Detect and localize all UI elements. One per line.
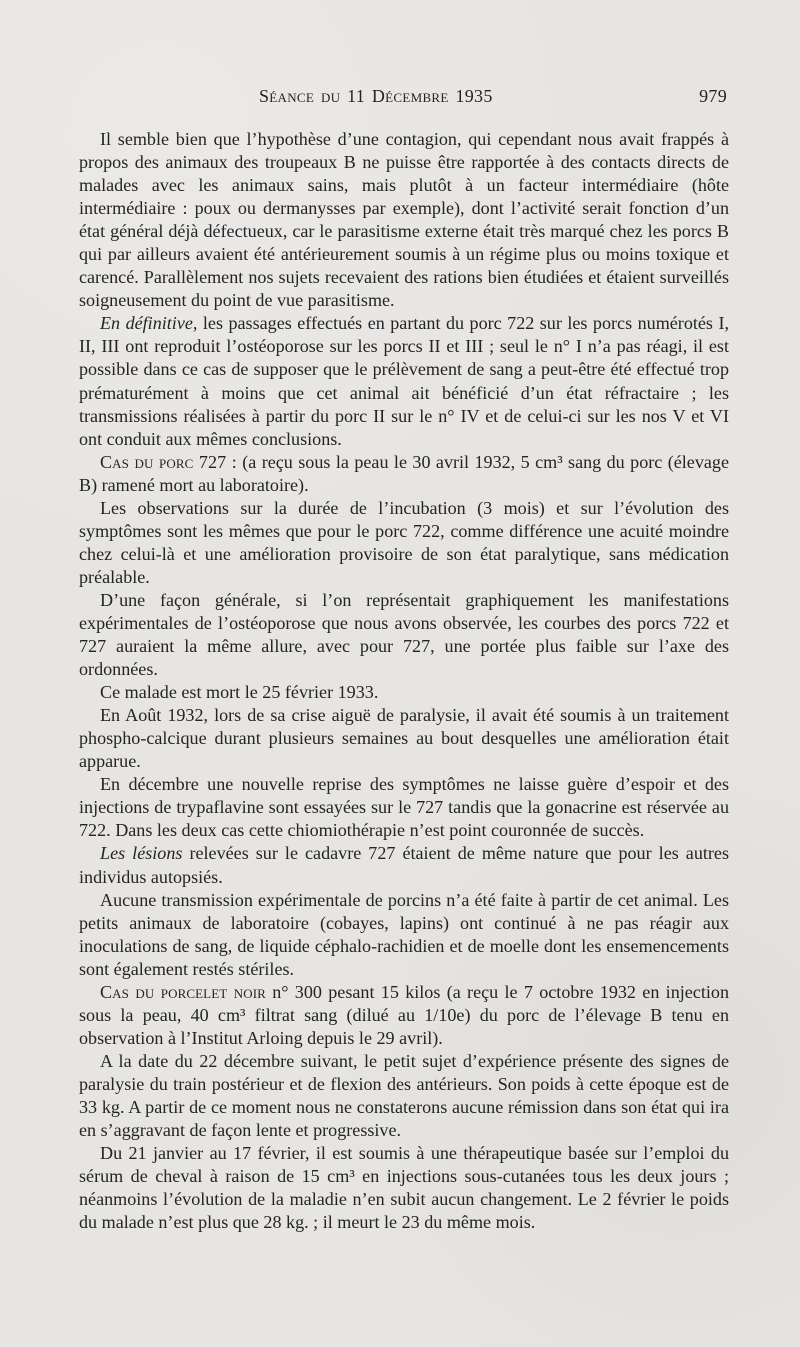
paragraph-paralysis-signs: A la date du 22 décembre suivant, le petit sujet d’expérience présente des signes de paralysie du train postérieur et de flexion des antérieurs. Son poids à cette époque est de 33 kg. A partir de ce moment nous ne constaterons aucune rémission dans son état qui ira en s’aggravant de façon lente et progressive.: [79, 1050, 729, 1141]
paragraph-graphical-manifestations: D’une façon générale, si l’on représentait graphiquement les manifestations expérimentales de l’ostéoporose que nous avons observée, les courbes des porcs 722 et 727 auraient la même allure, avec pour 727, une portée plus faible sur l’axe des ordonnées.: [79, 589, 729, 680]
paragraph-lesions: [79, 842, 729, 888]
paragraph-treatment-august: En Août 1932, lors de sa crise aiguë de paralysie, il avait été soumis à un traitement phospho-calcique durant plusieurs semaines au bout desquelles une amélioration était apparue.: [79, 705, 729, 772]
paragraph-december-relapse: En décembre une nouvelle reprise des symptômes ne laisse guère d’espoir et des injections de trypaflavine sont essayées sur le 727 tandis que la gonacrine est réservée au 722. Dans les deux cas cette chiomiothérapie n’est point couronnée de succès.: [79, 774, 729, 841]
paragraph-observations: Les observations sur la durée de l’incubation (3 mois) et sur l’évolution des symptômes sont les mêmes que pour le porc 722, comme différence une acuité moindre chez celui-là et une amélioration provisoire de son état paralytique, sans médication préalable.: [79, 497, 729, 587]
page-number: 979: [699, 86, 727, 106]
paragraph-case-porcelet-noir: [79, 981, 729, 1050]
paragraph-text: les passages effectués en partant du porc 722 sur les porcs numérotés I, II, III ont reproduit l’ostéoporose sur les porcs II et III ; seul le n° I n’a pas réagi, il est possible dans ce cas de supposer que le prélèvement de sang a peut-être été effectué trop prématurément à moins que cet animal ait bénéficié d’un état réfractaire ; les transmissions réalisées à partir du porc II sur le n° IV et de celui-ci sur les nos V et VI ont conduit aux mêmes conclusions.: [79, 313, 729, 449]
body-text: [79, 128, 729, 1234]
paragraph-case-porc-727: [79, 451, 729, 497]
paragraph-definitive-conclusion: [79, 312, 729, 450]
paragraph-italic-lead: Les lésions: [100, 843, 183, 864]
case-label-porcelet-noir: Cas du porcelet noir: [100, 981, 266, 1002]
running-header: [79, 86, 729, 114]
paragraph-text: : (a reçu sous la peau le 30 avril 1932, 5 cm³ sang du porc (élevage B) ramené mort au laboratoire).: [79, 451, 729, 495]
paragraph-italic-lead: En définitive,: [100, 313, 198, 334]
paragraph-death-date: Ce malade est mort le 25 février 1933.: [100, 682, 379, 703]
paragraph-text: relevées sur le cadavre 727 étaient de même nature que pour les autres individus autopsiés.: [79, 843, 729, 887]
paragraph-transmission: Aucune transmission expérimentale de porcins n’a été faite à partir de cet animal. Les petits animaux de laboratoire (cobayes, lapins) ont continué à ne pas réagir aux inoculations de sang, de liquide céphalo-rachidien et de moelle dont les ensemencements sont également restés stériles.: [79, 889, 729, 979]
paragraph-contagion-hypothesis: Il semble bien que l’hypothèse d’une contagion, qui cependant nous avait frappés à propos des animaux des troupeaux B ne puisse être rapportée à des contacts directs de malades avec les animaux sains, mais plutôt à un facteur intermédiaire (hôte intermédiaire : poux ou dermanysses par exemple), dont l’activité serait fonction d’un état général déjà défectueux, car le parasitisme externe était très marqué chez les porcs B qui par ailleurs avaient été antérieurement soumis à un régime plus ou moins toxique et carencé. Parallèlement nos sujets recevaient des rations bien étudiées et étaient surveillés soigneusement du point de vue parasitisme.: [79, 129, 729, 311]
paragraph-serum-therapy: Du 21 janvier au 17 février, il est soumis à une thérapeutique basée sur l’emploi du sérum de cheval à raison de 15 cm³ en injections sous-cutanées tous les deux jours ; néanmoins l’évolution de la maladie n’en subit aucun changement. Le 2 février le poids du malade n’est plus que 28 kg. ; il meurt le 23 du même mois.: [79, 1143, 729, 1233]
running-title: Séance du 11 Décembre 1935: [259, 86, 493, 106]
paragraph-text: n° 300 pesant 15 kilos (a reçu le 7 octobre 1932 en injection sous la peau, 40 cm³ filtrat sang (dilué au 1/10e) du porc de l’élevage B tenu en observation à l’Institut Arloing depuis le 29 avril).: [79, 981, 729, 1048]
case-label-porc-727: Cas du porc 727: [100, 451, 227, 472]
